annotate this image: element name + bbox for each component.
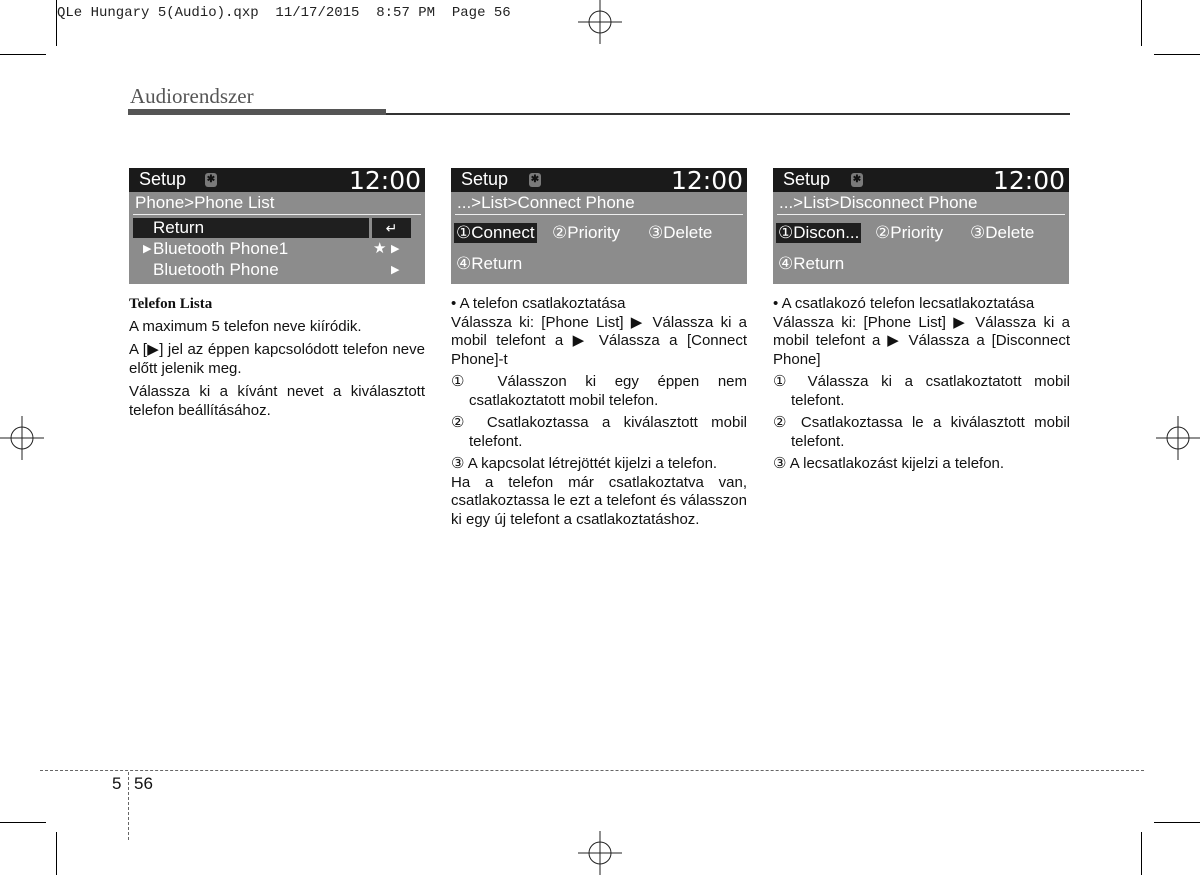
lcd-option-return: ④Return (456, 254, 523, 273)
lcd-option-return: ④Return (778, 254, 845, 273)
lcd-header-title: Setup (783, 169, 831, 189)
paragraph: Válassza ki a kívánt nevet a kiválasztott telefon beállításához. (129, 383, 425, 419)
column-connect-phone (451, 295, 747, 529)
footer-dashed-divider (128, 772, 129, 840)
chevron-right-icon: ▶ (391, 264, 400, 276)
crop-mark (1141, 0, 1142, 46)
lcd-row-bluetooth-phone1 (133, 239, 421, 259)
lcd-option-priority: ②Priority (552, 223, 621, 242)
registration-mark-top (578, 0, 622, 44)
lcd-clock: 12:00 (670, 168, 743, 195)
lcd-option-delete: ③Delete (648, 223, 713, 242)
connected-indicator-icon: ▶ (143, 243, 152, 255)
lcd-row-label: Bluetooth Phone1 (153, 239, 289, 258)
step-1: ① Válassza ki a csatlakoztatott mobil telefont. (773, 373, 1070, 409)
lcd-path: ...>List>Connect Phone (457, 193, 635, 212)
step-3: ③ A kapcsolat létrejöttét kijelzi a telefon. (451, 455, 718, 472)
lcd-option-priority: ②Priority (875, 223, 944, 242)
paragraph: A [▶] jel az éppen kapcsolódott telefon neve előtt jelenik meg. (129, 341, 425, 377)
lcd-header-title: Setup (461, 169, 509, 189)
crop-mark (0, 822, 46, 823)
lcd-divider (455, 214, 743, 215)
footer-dashed-line (40, 770, 1144, 771)
crop-mark (1154, 54, 1200, 55)
column-disconnect-phone (773, 295, 1070, 474)
step-2: ② Csatlakoztassa a kiválasztott mobil telefont. (451, 414, 747, 450)
crop-mark (1141, 832, 1142, 875)
registration-mark-left (0, 416, 44, 460)
crop-mark (1154, 822, 1200, 823)
crop-mark (0, 54, 46, 55)
lcd-header-title: Setup (139, 169, 187, 189)
lcd-divider (133, 214, 421, 215)
lcd-screen-phone-list (129, 168, 425, 284)
bluetooth-icon: ✱ (206, 174, 216, 185)
step-2: ② Csatlakoztassa le a kiválasztott mobil telefont. (773, 414, 1070, 450)
lcd-row-label: Return (153, 218, 205, 237)
lcd-screen-disconnect-phone (773, 168, 1069, 284)
lcd-clock: 12:00 (348, 168, 421, 195)
chapter-number: 5 (112, 774, 122, 793)
paragraph: Válassza ki: [Phone List] ▶ Válassza ki a mobil telefont a ▶ Válassza a [Connect Phone]-t (451, 313, 747, 368)
registration-mark-bottom (578, 831, 622, 875)
lcd-path: ...>List>Disconnect Phone (779, 193, 978, 212)
star-icon: ★ (373, 240, 387, 257)
bullet-heading: • A telefon csatlakoztatása (451, 295, 626, 312)
lcd-clock: 12:00 (992, 168, 1065, 195)
column-phone-list (129, 295, 425, 420)
title-rule-thin (386, 113, 1070, 115)
lcd-option-connect: ①Connect (456, 223, 535, 242)
lcd-divider (777, 214, 1065, 215)
paragraph: A maximum 5 telefon neve kiíródik. (129, 317, 362, 335)
paragraph: Válassza ki: [Phone List] ▶ Válassza ki a mobil telefont a ▶ Válassza a [Disconnect Phone] (773, 313, 1070, 368)
registration-mark-right (1156, 416, 1200, 460)
lcd-row-label: Bluetooth Phone (153, 260, 279, 279)
chevron-right-icon: ▶ (391, 243, 400, 255)
crop-mark (56, 832, 57, 875)
note-paragraph: Ha a telefon már csatlakoztatva van, csatlakoztassa le ezt a telefont és válasszon ki egy új telefont a csatlakoztatáshoz. (451, 473, 747, 528)
return-icon: ↵ (372, 218, 411, 238)
lcd-option-disconnect: ①Discon... (778, 223, 860, 242)
section-title: Audiorendszer (130, 84, 254, 108)
step-1: ① Válasszon ki egy éppen nem csatlakoztatott mobil telefon. (451, 373, 747, 409)
print-slug: QLe Hungary 5(Audio).qxp 11/17/2015 8:57 PM Page 56 (57, 5, 511, 21)
lcd-option-delete: ③Delete (970, 223, 1035, 242)
lcd-path: Phone>Phone List (135, 193, 275, 212)
step-3: ③ A lecsatlakozást kijelzi a telefon. (773, 455, 1005, 472)
heading-phone-list: Telefon Lista (129, 296, 213, 312)
lcd-row-return (133, 218, 369, 238)
lcd-row-bluetooth-phone (133, 260, 421, 280)
bluetooth-icon: ✱ (852, 174, 862, 185)
bluetooth-icon: ✱ (530, 174, 540, 185)
title-rule-thick (128, 109, 386, 115)
bullet-heading: • A csatlakozó telefon lecsatlakoztatása (773, 295, 1035, 312)
lcd-screen-connect-phone (451, 168, 747, 284)
page-number: 56 (134, 774, 153, 793)
